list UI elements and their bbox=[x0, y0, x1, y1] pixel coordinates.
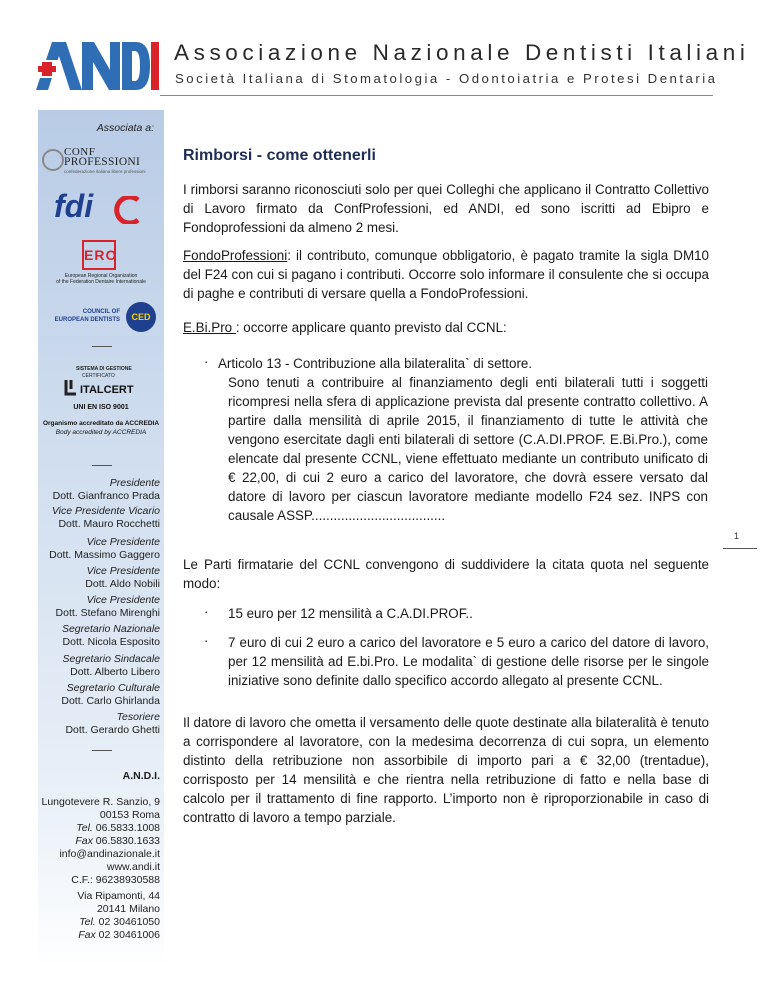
intro-paragraph: I rimborsi saranno riconosciuti solo per quei Colleghi che applicano il Contratto Collettivo di Lavoro firmato da ConfProfessioni, ed ANDI, ed sono iscritti ad Ebipro e Fondoprofessioni da almeno 2 mesi. bbox=[183, 182, 709, 235]
associata-label: Associata a: bbox=[96, 122, 154, 134]
address-roma: Lungotevere R. Sanzio, 9 00153 Roma Tel. 06.5833.1008 Fax 06.5830.1633 info@andinazionale.it www.andi.it C.F.: 96238930588 bbox=[41, 796, 160, 886]
officer-segretario-nazionale: Segretario Nazionale Dott. Nicola Esposito bbox=[61, 623, 160, 648]
bullet-marker: · bbox=[204, 354, 209, 369]
sidebar-divider bbox=[92, 750, 112, 751]
page-title: Rimborsi - come ottenerli bbox=[183, 147, 376, 164]
confprofessioni-mark-icon bbox=[42, 149, 64, 171]
bullet-marker: · bbox=[204, 604, 209, 619]
officer-vice-2: Vice Presidente Dott. Aldo Nobili bbox=[85, 565, 160, 590]
bullet-item-1: 15 euro per 12 mensilità a C.A.DI.PROF.. bbox=[228, 606, 473, 621]
bullet-item-2: 7 euro di cui 2 euro a carico del lavoratore e 5 euro a carico del datore di lavoro, per 12 mensilità ad E.bi.Pro. Le modalita` di gestione delle risorse per le singole iniziative sono definite dallo specifico accordo allegato al presente CCNL. bbox=[228, 635, 709, 688]
organization-title: Associazione Nazionale Dentisti Italiani bbox=[174, 40, 750, 65]
sidebar-divider bbox=[92, 465, 112, 466]
header-divider bbox=[160, 95, 713, 96]
italcert-mark-icon bbox=[64, 378, 78, 396]
officer-vice-1: Vice Presidente Dott. Massimo Gaggero bbox=[49, 536, 160, 561]
officer-vice-3: Vice Presidente Dott. Stefano Mirenghi bbox=[55, 594, 160, 619]
andi-label: A.N.D.I. bbox=[122, 770, 160, 782]
officer-segretario-culturale: Segretario Culturale Dott. Carlo Ghirlanda bbox=[61, 682, 160, 707]
ced-badge-icon: CED bbox=[126, 302, 156, 332]
fdi-logo: fdi bbox=[54, 194, 150, 228]
fondo-paragraph: FondoProfessioni: il contributo, comunque obbligatorio, è pagato tramite la sigla DM10 del F24 con cui si pagano i contributi. Occorre solo informare il consulente che si occupa di paghe e contributi di versare quella a FondoProfessioni. bbox=[183, 248, 709, 301]
officer-tesoriere: Tesoriere Dott. Gerardo Ghetti bbox=[65, 711, 160, 736]
bullet-marker: · bbox=[204, 633, 209, 648]
italcert-logo: SISTEMA DI GESTIONE CERTIFICATO ITALCERT UNI EN ISO 9001 Organismo accreditato da ACCREDIA Body accredited by ACCREDIA bbox=[42, 366, 160, 436]
sidebar-divider bbox=[92, 346, 112, 347]
confprofessioni-logo: CONF PROFESSIONI confederazione italiana libere professioni bbox=[42, 146, 160, 176]
email-link[interactable]: info@andinazionale.it bbox=[59, 848, 160, 860]
website-link[interactable]: www.andi.it bbox=[106, 861, 160, 873]
officer-segretario-sindacale: Segretario Sindacale Dott. Alberto Libero bbox=[62, 653, 160, 678]
fdi-swoosh-icon bbox=[112, 196, 142, 224]
ero-logo: ERO European Regional Organization of the Federation Dentaire Internationale bbox=[42, 240, 160, 292]
parti-paragraph: Le Parti firmatarie del CCNL convengono di suddividere la citata quota nel seguente modo: bbox=[183, 557, 709, 591]
organization-subtitle: Società Italiana di Stomatologia - Odontoiatria e Protesi Dentaria bbox=[175, 71, 718, 86]
ebipro-label: E.Bi.Pro bbox=[183, 320, 236, 335]
page-number-rule bbox=[723, 548, 757, 549]
article-body: Sono tenuti a contribuire al finanziamento degli enti bilaterali tutti i soggetti ricompresi nella sfera di applicazione prevista dal presente contratto collettivo. A partire dalla mensilità di aprile 2015, il finanziamento di tutte le attività che vengono esercitate dagli enti bilaterali di settore (C.A.DI.PROF. E.Bi.Pro.), come elencate dal presente CCNL, viene effettuato mediante un contributo unificato di € 22,00, di cui 2 euro a carico del lavoratore, che dovrà essere versato dal datore di lavoro per ciascun lavoratore mediante modello F24 sez. INPS con causale ASSP.................................... bbox=[228, 375, 708, 523]
ced-logo: COUNCIL OF EUROPEAN DENTISTS CED bbox=[40, 302, 162, 334]
fondo-label: FondoProfessioni bbox=[183, 248, 288, 263]
officer-vice-vicario: Vice Presidente Vicario Dott. Mauro Rocchetti bbox=[51, 505, 160, 530]
sidebar bbox=[38, 110, 164, 970]
article-title: Articolo 13 - Contribuzione alla bilateralita` di settore. bbox=[218, 356, 533, 371]
officer-presidente: Presidente Dott. Gianfranco Prada bbox=[52, 477, 160, 502]
ebipro-paragraph: E.Bi.Pro : occorre applicare quanto previsto dal CCNL: bbox=[183, 320, 507, 335]
final-paragraph: Il datore di lavoro che ometta il versamento delle quote destinate alla bilateralità è tenuto a corrispondere al lavoratore, con la medesima decorrenza di cui sopra, un elemento distinto della retribuzione non assorbibile di importo pari a € 32,00 (trentadue), corrisposto per 14 mensilità e che rientra nella retribuzione di fatto e nella base di calcolo per il trattamento di fine rapporto. L’importo non è riproporzionabile in caso di contratto di lavoro a tempo parziale. bbox=[183, 715, 709, 825]
address-milano: Via Ripamonti, 44 20141 Milano Tel. 02 30461050 Fax 02 30461006 bbox=[77, 890, 160, 941]
andi-logo bbox=[32, 36, 160, 92]
page-number: 1 bbox=[734, 531, 740, 541]
